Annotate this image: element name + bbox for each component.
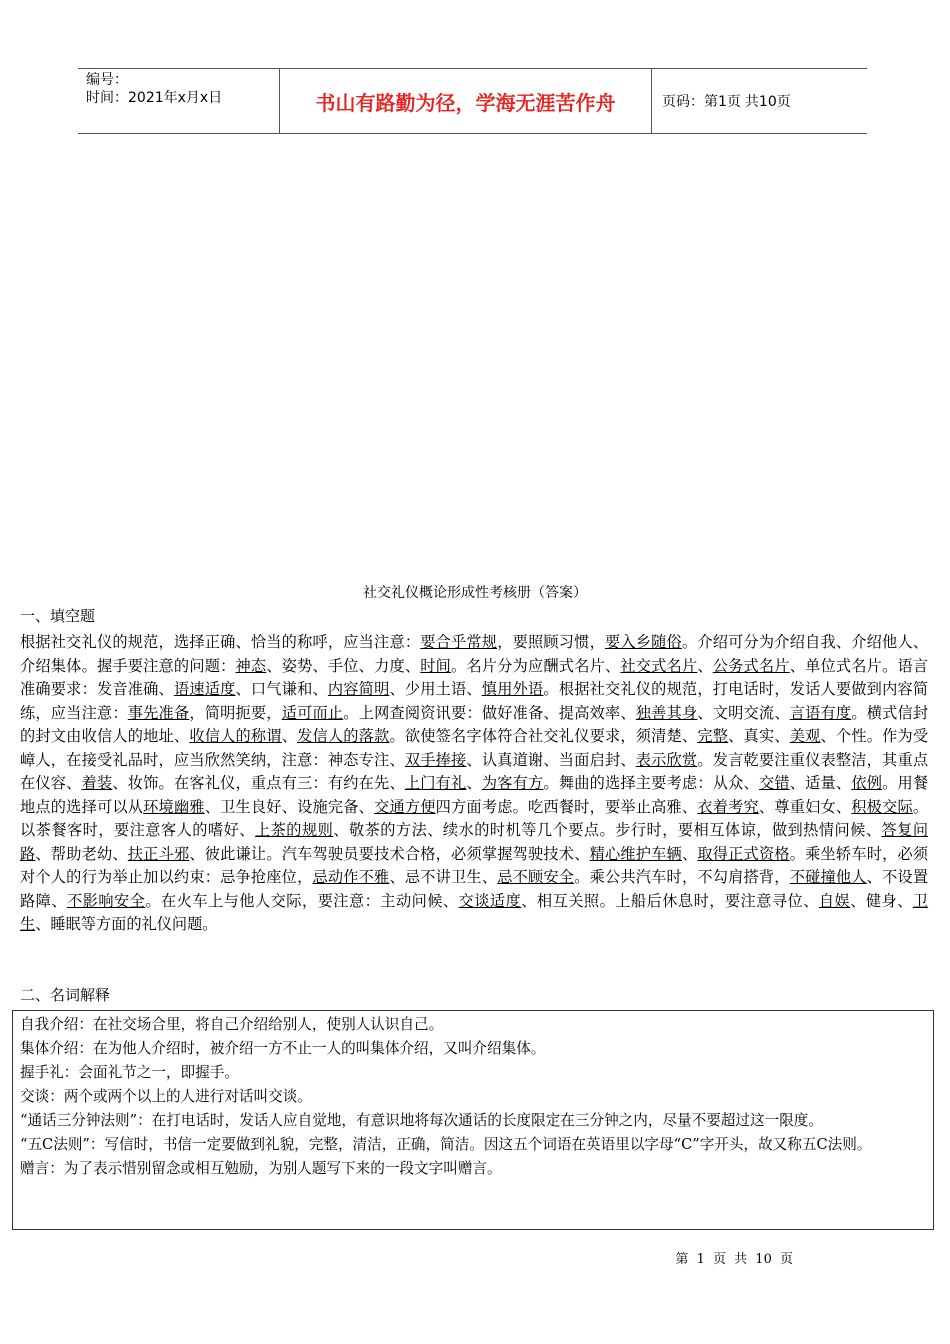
header-motto: 书山有路勤为径，学海无涯苦作舟 <box>280 69 652 133</box>
footer-text: 页 <box>779 1252 793 1267</box>
text-span: 。乘公共汽车时，不勾肩搭背， <box>574 868 790 886</box>
answer-blank: 公务式名片 <box>712 656 790 675</box>
text-span: 、不设置路障、 <box>20 868 929 910</box>
term-definition: 集体介绍：在为他人介绍时，被介绍一方不止一人的叫集体介绍，又叫介绍集体。 <box>20 1040 546 1057</box>
answer-blank: 交错 <box>758 774 790 792</box>
text-span: 、帮助老幼、 <box>35 844 128 863</box>
document-title: 社交礼仪概论形成性考核册（答案） <box>363 585 587 601</box>
answer-blank: 发信人的落款 <box>297 727 390 745</box>
term-definition: 赠言：为了表示惜别留念或相互勉励，为别人题写下来的一段文字叫赠言。 <box>20 1160 502 1177</box>
text-span: 。根据社交礼仪的规范，打电话时，发话人要做到内容简练，应当注意： <box>20 680 929 722</box>
text-span: 、姿势、手位、力度、 <box>266 656 421 675</box>
text-span: 、卫生良好、设施完备、 <box>204 797 375 816</box>
answer-blank: 忌不顾安全 <box>497 868 575 886</box>
date-label: 时间：2021年x月x日 <box>86 90 223 106</box>
answer-blank: 积极交际 <box>851 797 913 816</box>
text-span: 。横式信封的封文由收信人的地址、 <box>20 703 929 745</box>
fill-in-answers <box>20 631 928 937</box>
answer-blank: 取得正式资格 <box>697 844 790 863</box>
answer-blank: 时间 <box>420 656 452 675</box>
answer-blank: 不影响安全 <box>67 891 146 910</box>
text-span: 、敬茶的方法、续水的时机等几个要点。步行时，要相互体谅，做到热情问候、 <box>333 821 882 839</box>
text-span: 四方面考虑。吃西餐时，要举止高雅、 <box>435 797 698 816</box>
header-meta <box>78 69 280 133</box>
answer-blank: 着装 <box>81 774 113 792</box>
answer-blank: 环境幽雅 <box>143 797 205 816</box>
answer-blank: 精心维护车辆 <box>589 844 682 863</box>
text-span: 根据社交礼仪的规范，选择正确、恰当的称呼，应当注意： <box>20 633 421 651</box>
footer-text: 第 <box>675 1252 689 1267</box>
term-definition: 自我介绍：在社交场合里，将自己介绍给别人，使别人认识自己。 <box>20 1016 444 1033</box>
text-span: ，要照顾习惯， <box>497 633 605 651</box>
text-span: 、健身、 <box>850 891 913 910</box>
text-span: 、妆饰。在客礼仪，重点有三：有约在先、 <box>112 774 405 792</box>
text-span: 。在火车上与他人交际，要注意：主动问候、 <box>145 891 459 910</box>
text-span: 、口气谦和、 <box>235 680 328 698</box>
text-span: 。舞曲的选择主要考虑：从众、 <box>543 774 759 792</box>
answer-blank: 忌动作不雅 <box>312 868 390 886</box>
text-span: 。上网查阅资讯要：做好准备、提高效率、 <box>343 703 636 722</box>
answer-blank: 完整 <box>697 727 729 745</box>
answer-blank: 表示欣赏 <box>635 750 698 769</box>
answer-blank: 言语有度 <box>789 703 852 722</box>
answer-blank: 语速适度 <box>173 680 236 698</box>
text-span: 、尊重妇女、 <box>758 797 852 816</box>
answer-blank: 适可而止 <box>281 703 344 722</box>
text-span: 、相互关照。上船后休息时，要注意寻位、 <box>521 891 819 910</box>
answer-blank: 社交式名片 <box>620 656 698 675</box>
text-span: ，简明扼要， <box>189 703 282 722</box>
term-definition: “通话三分钟法则”：在打电话时，发话人应自觉地，有意识地将每次通话的长度限定在三分钟之内，尽量不要超过这一限度。 <box>20 1112 823 1129</box>
term-definition: “五C法则”：写信时，书信一定要做到礼貌，完整，清洁，正确，简洁。因这五个词语在英语里以字母“C”字开头，故又称五C法则。 <box>20 1136 872 1153</box>
answer-blank: 双手捧接 <box>404 750 467 769</box>
answer-blank: 不碰撞他人 <box>789 868 867 886</box>
answer-blank: 卫生 <box>20 891 929 933</box>
page-total-label: 共10页 <box>744 94 791 110</box>
text-span: 。欲使签名字体符合社交礼仪要求，须清楚、 <box>389 727 698 745</box>
term-definitions-box <box>12 1010 934 1230</box>
text-span: 。介绍可分为介绍自我、介绍他人、介绍集体。握手要注意的问题： <box>20 633 929 675</box>
answer-blank: 内容简明 <box>327 680 390 698</box>
answer-blank: 衣着考究 <box>697 797 759 816</box>
text-span: 、文明交流、 <box>697 703 790 722</box>
answer-blank: 神态 <box>235 656 267 675</box>
footer-page-number: 1 <box>696 1252 705 1267</box>
text-span: 。名片分为应酬式名片、 <box>451 656 621 675</box>
term-definition: 握手礼：会面礼节之一，即握手。 <box>20 1064 239 1081</box>
answer-blank: 要合乎常规 <box>420 633 498 651</box>
answer-blank: 交谈适度 <box>458 891 522 910</box>
page-number-label: 页码：第1页 <box>662 94 741 110</box>
footer-text: 页 <box>712 1252 726 1267</box>
text-span: 、真实、 <box>728 727 790 745</box>
answer-blank: 自娱 <box>818 891 851 910</box>
text-span: 、彼此谦让。汽车驾驶员要技术合格，必须掌握驾驶技术、 <box>189 844 590 863</box>
section-heading-fill: 一、填空题 <box>20 607 96 625</box>
text-span: 。乘坐轿车时，必须对个人的行为举止加以约束：忌争抢座位， <box>20 844 929 886</box>
text-span: 、 <box>281 727 298 745</box>
page-header <box>78 68 867 134</box>
answer-blank: 独善其身 <box>635 703 698 722</box>
answer-blank: 事先准备 <box>127 703 190 722</box>
text-span: 、少用土语、 <box>389 680 482 698</box>
text-span: 、认真道谢、当面启封、 <box>466 750 636 769</box>
text-span: 、单位式名片。语言准确要求：发音准确、 <box>20 656 929 698</box>
section-heading-terms: 二、名词解释 <box>20 986 111 1004</box>
answer-blank: 扶正斗邪 <box>127 844 190 863</box>
term-definition: 交谈：两个或两个以上的人进行对话叫交谈。 <box>20 1088 312 1105</box>
answer-blank: 上门有礼 <box>404 774 467 792</box>
page-footer <box>0 1248 950 1267</box>
text-span: 、忌不讲卫生、 <box>389 868 498 886</box>
text-span: 。发言乾要注重仪表整洁，其重点在仪容、 <box>20 750 929 792</box>
answer-blank: 美观 <box>789 727 821 745</box>
text-span: 、 <box>681 844 698 863</box>
answer-blank: 要入乡随俗 <box>604 633 682 651</box>
answer-blank: 慎用外语 <box>481 680 544 698</box>
footer-text: 共 <box>734 1252 748 1267</box>
answer-blank: 上茶的规则 <box>254 821 334 839</box>
header-page-info <box>652 69 867 133</box>
text-span: 、适量、 <box>789 774 852 792</box>
serial-label: 编号： <box>86 72 128 88</box>
text-span: 、个性。作为受嶂人，在接受礼品时，应当欣然笑纳，注意：神态专注、 <box>20 727 929 769</box>
answer-blank: 答复问路 <box>20 821 929 863</box>
text-span: 。以茶餐客时，要注意客人的嗜好、 <box>20 797 929 839</box>
answer-blank: 为客有方 <box>481 774 544 792</box>
text-span: 、 <box>466 774 482 792</box>
text-span: 。用餐地点的选择可以从 <box>20 774 929 816</box>
text-span: 、 <box>697 656 713 675</box>
text-span: 、睡眠等方面的礼仪问题。 <box>35 915 218 933</box>
answer-blank: 依例 <box>851 774 883 792</box>
footer-page-total: 10 <box>755 1252 772 1267</box>
answer-blank: 收信人的称谓 <box>189 727 282 745</box>
answer-blank: 交通方便 <box>374 797 436 816</box>
